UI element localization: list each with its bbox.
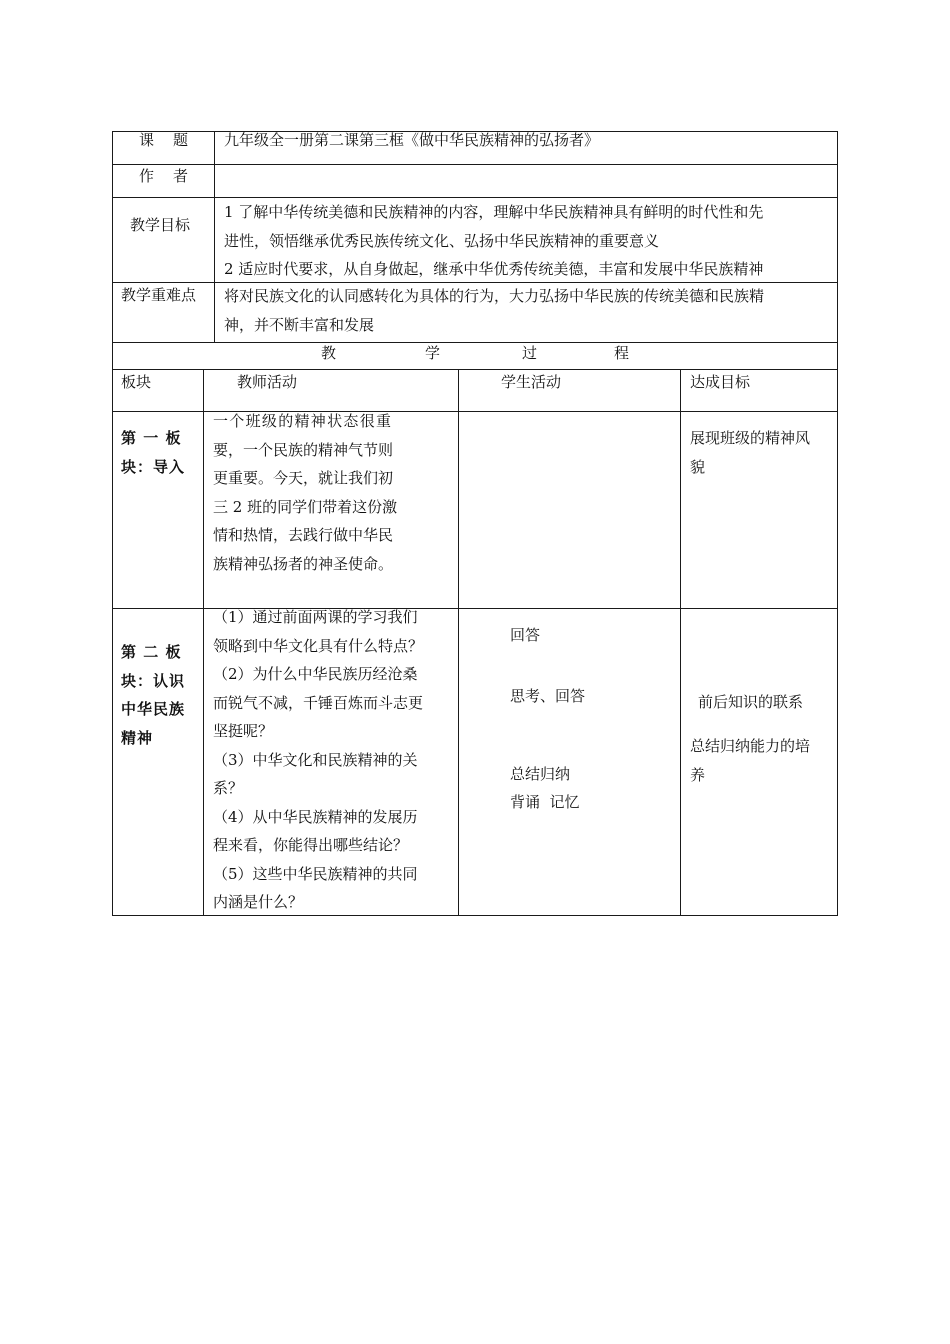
teacher-line: 更重要。今天，就让我们初	[213, 469, 394, 487]
process-title-char: 教	[321, 344, 337, 362]
row2-student-activity: 背诵 记忆	[510, 793, 580, 811]
column-header-student: 学生活动	[501, 373, 562, 391]
header-label-divider	[214, 131, 215, 343]
block-title-line: 第 二 板	[121, 643, 182, 661]
column-header-goal: 达成目标	[690, 373, 751, 391]
goals-line: 2 适应时代要求，从自身做起，继承中华优秀传统美德，丰富和发展中华民族精神	[224, 260, 764, 278]
block-title-line: 第 一 板	[121, 429, 182, 447]
author-label: 作 者	[139, 167, 191, 185]
teacher-line: 要，一个民族的精神气节则	[213, 440, 394, 459]
column-divider	[203, 369, 204, 916]
teacher-line: 一个班级的精神状态很重	[213, 412, 393, 430]
goal-line: 总结归纳能力的培	[690, 737, 811, 755]
teacher-line: （4）从中华民族精神的发展历	[213, 807, 418, 826]
goals-line: 进性，领悟继承优秀民族传统文化、弘扬中华民族精神的重要意义	[224, 231, 660, 250]
block-title-line: 精神	[121, 728, 154, 747]
block-title-line: 块：导入	[121, 457, 186, 476]
row2-teacher-activity	[213, 603, 457, 917]
goals-line: 1 了解中华传统美德和民族精神的内容，理解中华民族精神具有鲜明的时代性和先	[224, 203, 764, 221]
teacher-line: 坚挺呢？	[213, 722, 274, 740]
process-title-char: 学	[425, 344, 441, 362]
block-title-line: 块：认识	[121, 671, 186, 690]
row2-goal-block	[690, 732, 836, 789]
teacher-line: 程来看，你能得出哪些结论？	[213, 836, 409, 854]
table-border-right	[837, 131, 838, 916]
column-divider	[680, 369, 681, 916]
teacher-line: 族精神弘扬者的神圣使命。	[213, 554, 394, 573]
row1-goal	[690, 424, 836, 481]
row2-student-activity: 回答	[510, 626, 541, 644]
process-title-char: 程	[614, 344, 630, 362]
teacher-line: （3）中华文化和民族精神的关	[213, 750, 418, 769]
block-title-line: 中华民族	[121, 700, 186, 718]
row1-teacher-activity	[213, 407, 457, 578]
key-points-line: 将对民族文化的认同感转化为具体的行为，大力弘扬中华民族的传统美德和民族精	[224, 287, 765, 305]
process-title-char: 过	[522, 344, 538, 362]
row2-student-activity: 思考、回答	[510, 687, 586, 705]
key-points-label: 教学重难点	[121, 286, 197, 304]
teacher-line: （2）为什么中华民族历经沧桑	[213, 665, 418, 683]
table-border-left	[112, 131, 113, 916]
row2-goal: 前后知识的联系	[698, 693, 804, 711]
teacher-line: 情和热情，去践行做中华民	[213, 526, 394, 544]
topic-label: 课 题	[139, 131, 191, 149]
column-header-teacher: 教师活动	[237, 373, 298, 391]
teacher-line: 系？	[213, 779, 244, 797]
key-points-text	[224, 282, 836, 339]
goal-line: 养	[690, 765, 706, 784]
row2-block-title	[121, 638, 201, 752]
teacher-line: （5）这些中华民族精神的共同	[213, 864, 418, 883]
column-divider	[458, 369, 459, 916]
teacher-line: 三 2 班的同学们带着这份激	[213, 497, 398, 516]
row-divider	[112, 369, 838, 370]
teacher-line: （1）通过前面两课的学习我们	[213, 608, 418, 626]
teacher-line: 而锐气不减，千锤百炼而斗志更	[213, 693, 424, 712]
row1-block-title	[121, 424, 201, 481]
key-points-line: 神，并不断丰富和发展	[224, 315, 375, 334]
row2-student-activity: 总结归纳	[510, 765, 571, 783]
goal-line: 貌	[690, 457, 706, 476]
goals-text	[224, 198, 836, 284]
row-divider	[112, 342, 838, 343]
teacher-line: 领略到中华文化具有什么特点？	[213, 636, 424, 655]
goals-label: 教学目标	[130, 216, 191, 234]
teacher-line: 内涵是什么？	[213, 893, 304, 911]
topic-value: 九年级全一册第二课第三框《做中华民族精神的弘扬者》	[224, 131, 600, 149]
column-header-block: 板块	[121, 373, 152, 391]
row-divider	[112, 164, 838, 165]
goal-line: 展现班级的精神风	[690, 429, 811, 447]
